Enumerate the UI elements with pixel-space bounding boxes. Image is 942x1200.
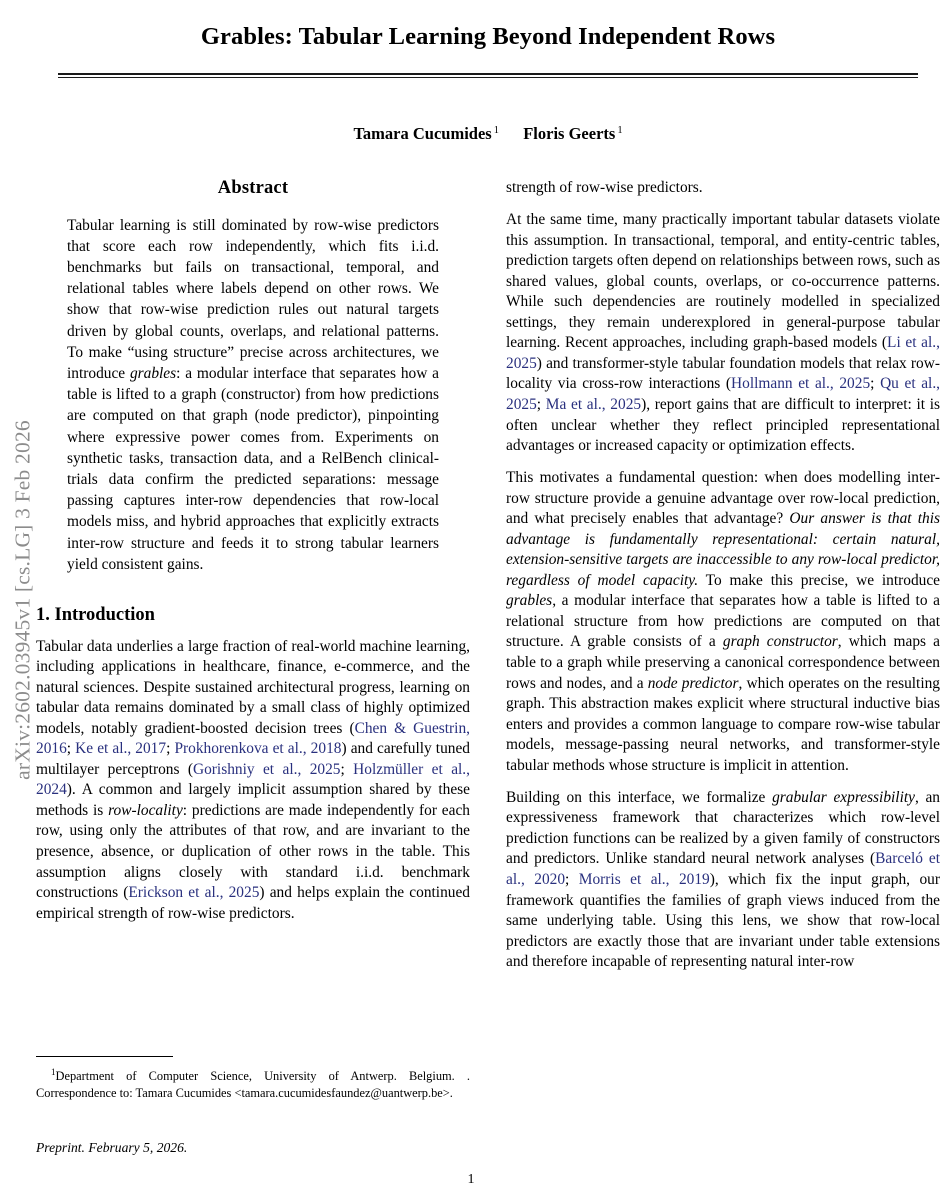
footnote-mark: 1 [51,1067,56,1077]
text-run: , which maps a table to a graph while preserving a canonical correspondence between rows and nodes, and a [506,633,940,692]
text-run: ; [66,740,76,758]
text-run: ) and helps explain the continued empirical strength of row-wise predictors. [36,884,470,922]
citation-holzmuller: Holzmüller et al., 2024 [36,760,470,799]
text-run: , which operates on the resulting graph. This abstraction makes explicit where structural inductive bias enters and provides a common language to compare row-wise tabular models, message-passing neural networks, and transformer-style tabular methods whose structure is implicit in attention. [506,674,940,774]
intro-paragraph-4 [506,788,940,973]
text-run: ). A common and largely implicit assumption shared by these methods is [36,781,470,819]
section-heading-introduction: 1. Introduction [36,605,155,625]
citation-morris: Morris et al., 2019 [578,871,710,888]
text-run: , an expressiveness framework that characterizes which row-level prediction functions can be realized by a given family of constructors and predictors. Unlike standard neural network analyses ( [506,788,940,868]
citation-qu: Qu et al., 2025 [506,375,941,413]
left-column [36,178,470,936]
page-title: Grables: Tabular Learning Beyond Independent Rows [200,23,776,50]
header-rule [58,73,918,78]
emphasis-answer: Our answer is that this advantage is fundamentally representational: certain natural, extension-sensitive targets are inaccessible to any row-local predictor, regardless of model capacity. [506,510,940,589]
citation-gorishniy: Gorishniy et al., 2025 [193,760,341,778]
term-grables: grables [506,592,553,610]
author-entry [353,124,503,143]
preprint-notice: Preprint. February 5, 2026. [36,1140,188,1155]
abstract-text-2: : a modular interface that separates how a table is lifted to a graph (constructor) from how predictions are computed on that graph (node predictor), pinpointing where expressive power comes from. Experiments on synthetic tasks, transaction data, and a RelBench clinical-trials data confirm the predicted separations: message passing captures inter-row dependencies that row-local models miss, and hybrid approaches that explicitly extracts inter-row structure and feeds it to strong tabular learners yield consistent gains. [67,364,439,573]
text-run: : predictions are made independently for each row, using only the attributes of that row, and are invariant to the presence, absence, or duplication of other rows in the table. This assumption aligns closely with standard i.i.d. benchmark constructions ( [36,801,470,902]
term-row-locality: row-locality [108,801,183,819]
text-run: ) and transformer-style tabular foundation models that relax row-locality via cross-row interactions ( [506,354,940,393]
text-run: Building on this interface, we formalize [506,788,773,806]
author-affiliation-mark: 1 [493,124,499,136]
text-run: ; [870,375,881,393]
text-run: To make this precise, we introduce [698,571,940,589]
text-run: At the same time, many practically important tabular datasets violate this assumption. In transactional, temporal, and entity-centric tables, prediction targets often depend on relationships between rows, such as shared values, global counts, overlaps, or co-occurrence patterns. While such dependencies are routinely modelled in specialized settings, they remain underexplored in general-purpose tabular learning. Recent approaches, including graph-based models ( [506,211,940,352]
citation-hollmann: Hollmann et al., 2025 [731,375,871,393]
footnote-text [36,1064,470,1101]
page-number: 1 [467,1172,475,1187]
footnote-block [36,1056,470,1101]
author-affiliation-mark: 1 [617,124,623,136]
citation-prokhorenkova: Prokhorenkova et al., 2018 [174,740,342,758]
citation-li: Li et al., 2025 [506,334,940,372]
author-name: Floris Geerts [523,124,616,143]
text-run: ; [340,760,354,778]
term-node-predictor: node predictor [647,674,739,692]
footnote-rule [36,1056,173,1057]
abstract-heading: Abstract [217,178,289,198]
abstract-text-1: Tabular learning is still dominated by row-wise predictors that score each row independently, which fits i.i.d. benchmarks but fails on transactional, temporal, and relational tables where labels depend on other rows. We show that row-wise prediction rules out natural targets driven by global counts, overlaps, and relational patterns. To make “using structure” precise across architectures, we introduce [67,216,439,382]
intro-paragraph-1 [36,637,470,925]
author-entry [519,124,622,143]
abstract-term-grables: grables [129,364,177,382]
term-grabular-expressibility: grabular expressibility [772,788,915,806]
citation-chen-guestrin: Chen & Guestrin, 2016 [36,719,470,758]
abstract-body [67,215,439,575]
text-run: strength of row-wise predictors. [506,179,703,196]
paper-header [58,22,918,78]
right-column [506,178,940,973]
intro-paragraph-2 [506,210,940,457]
text-run: ; [536,395,546,413]
text-run: ; [166,740,175,758]
intro-paragraph-1-continued [506,178,940,199]
text-run: ), report gains that are difficult to interpret: it is often unclear whether they reflect principled representational advantages or increased capacity or optimization effects. [506,395,941,455]
footnote-body: Department of Computer Science, University of Antwerp. Belgium. . Correspondence to: Tamara Cucumides <tamara.cucumidesfaundez@uantwerp.be>. [36,1069,470,1100]
citation-barcelo: Barceló et al., 2020 [506,850,940,888]
citation-ke: Ke et al., 2017 [75,740,167,758]
citation-erickson: Erickson et al., 2025 [128,884,260,902]
text-run: ), which fix the input graph, our framework quantifies the families of graph views induced from the same underlying table. Using this lens, we show that row-local predictors are exactly those that are invariant under table extensions and therefore incapable of representing natural inter-row [506,871,940,971]
arxiv-stamp-text: arXiv:2602.03945v1 [cs.LG] 3 Feb 2026 [10,420,35,780]
text-run: , a modular interface that separates how a table is lifted to a relational structure from how predictions are computed on that structure. A grable consists of a [506,592,940,651]
text-run: ; [565,871,579,888]
author-list [58,124,918,144]
text-run: ) and carefully tuned multilayer perceptrons ( [36,740,470,778]
term-graph-constructor: graph constructor [722,633,838,651]
intro-paragraph-3 [506,468,940,776]
author-name: Tamara Cucumides [353,124,492,143]
text-run: This motivates a fundamental question: when does modelling inter-row structure provide a genuine advantage over row-local prediction, and what precisely enables that advantage? [506,469,940,528]
citation-ma: Ma et al., 2025 [545,395,642,413]
text-run: Tabular data underlies a large fraction of real-world machine learning, including applications in healthcare, finance, e-commerce, and the natural sciences. Despite sustained architectural progress, learning on tabular data remains dominated by a small class of highly optimized models, notably gradient-boosted decision trees ( [36,637,470,737]
